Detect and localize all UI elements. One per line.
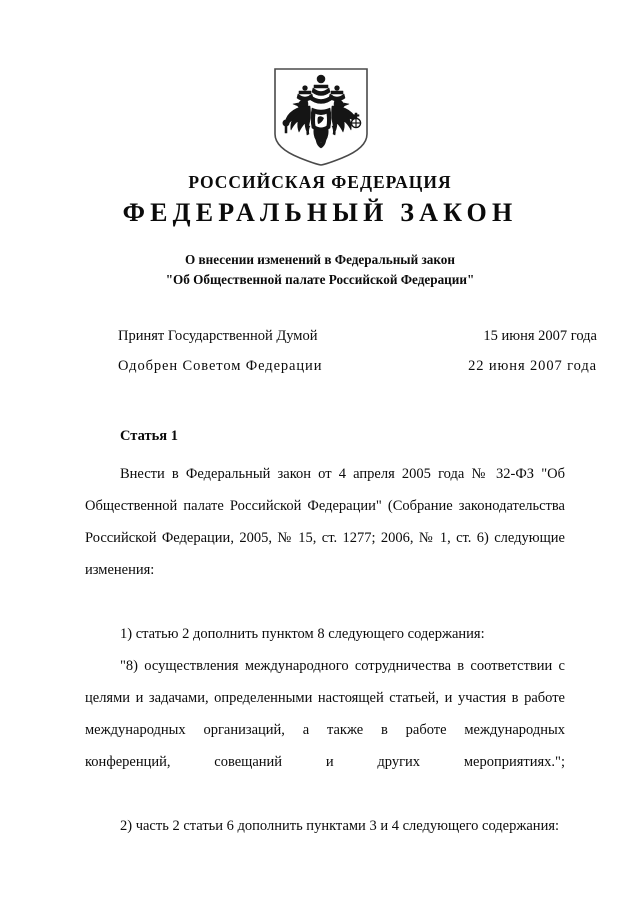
article-body: [85, 458, 565, 842]
body-paragraph-item-2: 2) часть 2 статьи 6 дополнить пунктами 3 и 4 следующего содержания:: [120, 818, 560, 834]
page-title-law: ФЕДЕРАЛЬНЫЙ ЗАКОН: [122, 198, 518, 227]
article-heading: Статья 1: [120, 428, 178, 444]
body-paragraph-item-1: 1) статью 2 дополнить пунктом 8 следующего содержания:: [120, 626, 485, 642]
page-title-country: РОССИЙСКАЯ ФЕДЕРАЦИЯ: [188, 172, 452, 192]
russian-coat-of-arms-icon: [272, 66, 370, 166]
adoption-row-duma: [0, 326, 640, 356]
law-subtitle: [70, 250, 570, 290]
adoption-date-duma: 15 июня 2007 года: [483, 328, 597, 344]
adoption-date-council: 22 июня 2007 года: [468, 358, 597, 374]
adoption-label-council: Одобрен Советом Федерации: [118, 358, 323, 374]
adoption-row-council: [0, 356, 640, 386]
law-subtitle-line-2: "Об Общественной палате Российской Федерации": [165, 272, 475, 287]
adoption-block: [0, 326, 640, 386]
body-paragraph-intro: Внести в Федеральный закон от 4 апреля 2005 года № 32-ФЗ "Об Общественной палате Российской Федерации" (Собрание законодательства Российской Федерации, 2005, № 15, ст. 1277; 2006, № 1, ст. 6) следующие изменения:: [85, 466, 565, 578]
law-subtitle-line-1: О внесении изменений в Федеральный закон: [184, 252, 455, 267]
body-paragraph-quote-8: "8) осуществления международного сотрудничества в соответствии с целями и задачами, определенными настоящей статьей, и участия в работе международных организаций, а также в работе международных конференций, совещаний и других мероприятиях.";: [85, 658, 565, 770]
adoption-label-duma: Принят Государственной Думой: [118, 328, 318, 344]
